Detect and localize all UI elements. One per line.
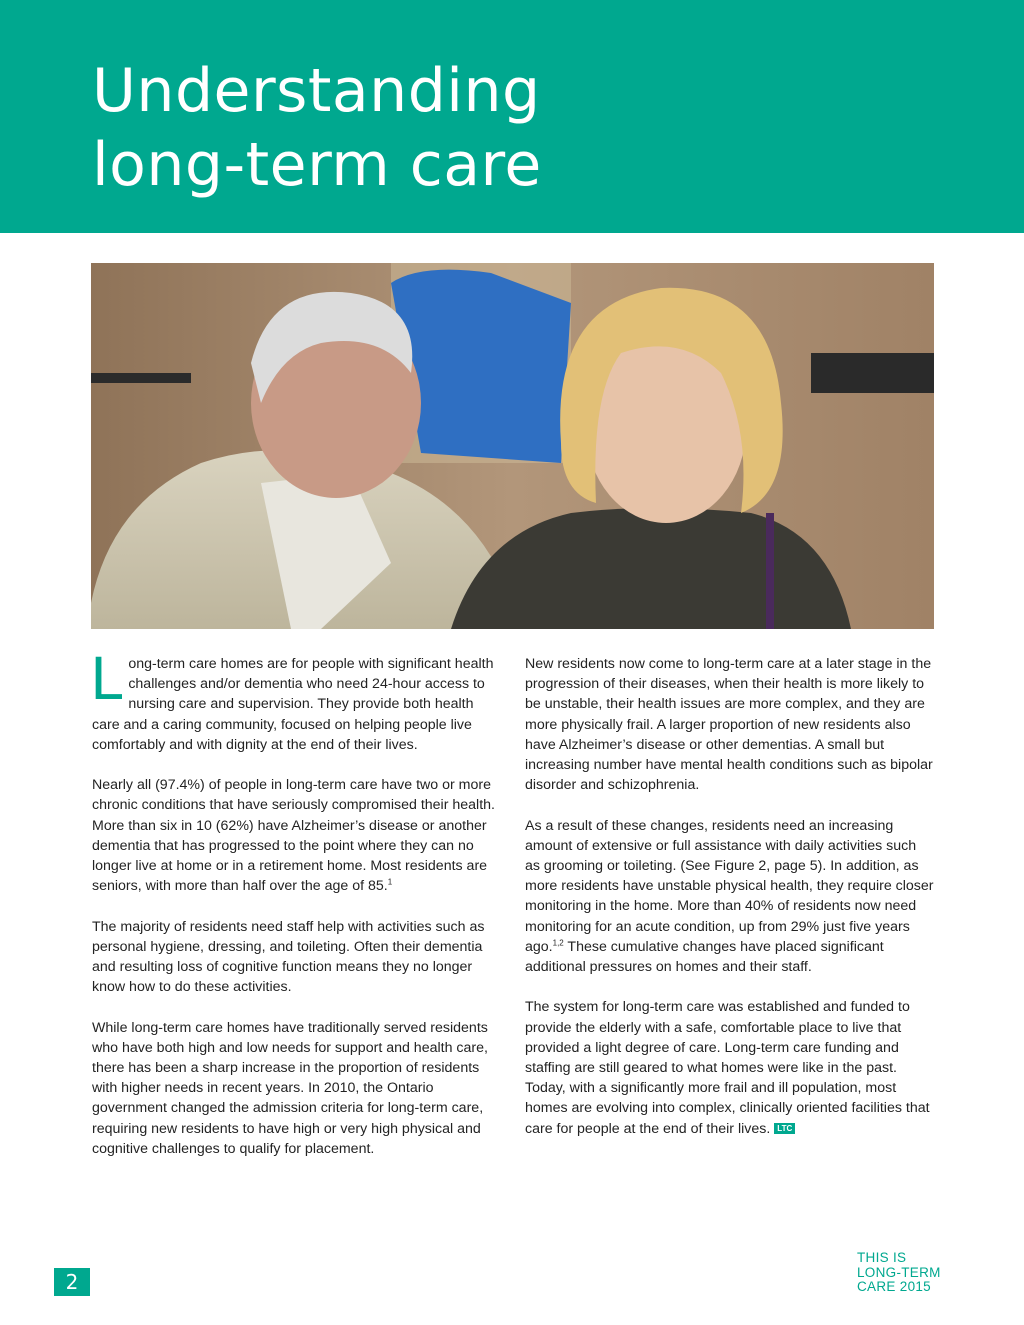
page-title-line-1: Understanding	[92, 56, 541, 126]
assistance-text-a: As a result of these changes, residents need an increasing amount of extensive or full assistance with daily activities such as grooming or toileting. (See Figure 2, page 5). In addition, as more residents have unstable physical health, they require closer monitoring in the home. More than 40% of residents now need monitoring for an acute condition, up from 29% just five years ago.	[525, 817, 934, 955]
footer-brand	[857, 1251, 941, 1295]
right-column	[525, 654, 935, 1159]
intro-paragraph-text: ong-term care homes are for people with significant health challenges and/or dementia who need 24-hour access to nursing care and supervision. They provide both health care and a caring community, focused on helping people live comfortably and with dignity at the end of their lives.	[92, 656, 494, 753]
assistance-paragraph	[525, 816, 935, 978]
page-title-line-2: long-term care	[92, 130, 542, 200]
ltc-end-badge: LTC	[774, 1123, 795, 1134]
footnote-ref: 1,2	[552, 938, 564, 948]
title-banner	[0, 0, 1024, 233]
admission-criteria-paragraph: While long-term care homes have traditionally served residents who have both high and low needs for support and health care, there has been a sharp increase in the proportion of residents with higher needs in recent years. In 2010, the Ontario government changed the admission criteria for long-term care, requiring new residents to have high or very high physical and cognitive challenges to qualify for placement.	[92, 1019, 488, 1157]
footnote-ref: 1	[387, 877, 393, 887]
hero-photo	[91, 263, 934, 629]
chronic-conditions-text: Nearly all (97.4%) of people in long-term care have two or more chronic conditions that have seriously compromised their health. More than six in 10 (62%) have Alzheimer’s disease or another dementia that has progressed to the point where they can no longer live at home or in a retirement home. Most residents are seniors, with more than half over the age of 85.	[92, 777, 495, 895]
drop-cap: L	[90, 645, 123, 713]
photo-illustration	[91, 263, 934, 629]
system-text: The system for long-term care was established and funded to provide the elderly with a safe, comfortable place to live that provided a light degree of care. Long-term care funding and staffing are still geared to what homes were like in the past. Today, with a significantly more frail and ill population, most homes are evolving into complex, clinically oriented facilities that care for people at the end of their lives.	[525, 999, 930, 1137]
page-title	[92, 54, 542, 202]
intro-paragraph	[90, 645, 502, 755]
page-number: 2	[54, 1268, 90, 1296]
assistance-text-b: These cumulative changes have placed significant additional pressures on homes and their staff.	[525, 938, 884, 976]
chronic-conditions-paragraph	[92, 775, 502, 896]
footer-brand-line-3: CARE 2015	[857, 1279, 931, 1294]
staff-help-paragraph: The majority of residents need staff help with activities such as personal hygiene, dressing, and toileting. Often their dementia and resulting loss of cognitive function means they no longer know how to do these activities.	[92, 918, 485, 996]
left-column	[90, 645, 502, 1179]
new-residents-paragraph: New residents now come to long-term care at a later stage in the progression of their diseases, when their health is more likely to be unstable, their health issues are more complex, and they are more physically frail. A larger proportion of new residents also have Alzheimer’s disease or other dementias. A small but increasing number have mental health conditions such as bipolar disorder and schizophrenia.	[525, 656, 933, 794]
footer-brand-line-1: THIS IS	[857, 1250, 907, 1265]
system-paragraph	[525, 997, 935, 1138]
footer-brand-line-2: LONG-TERM	[857, 1264, 941, 1280]
